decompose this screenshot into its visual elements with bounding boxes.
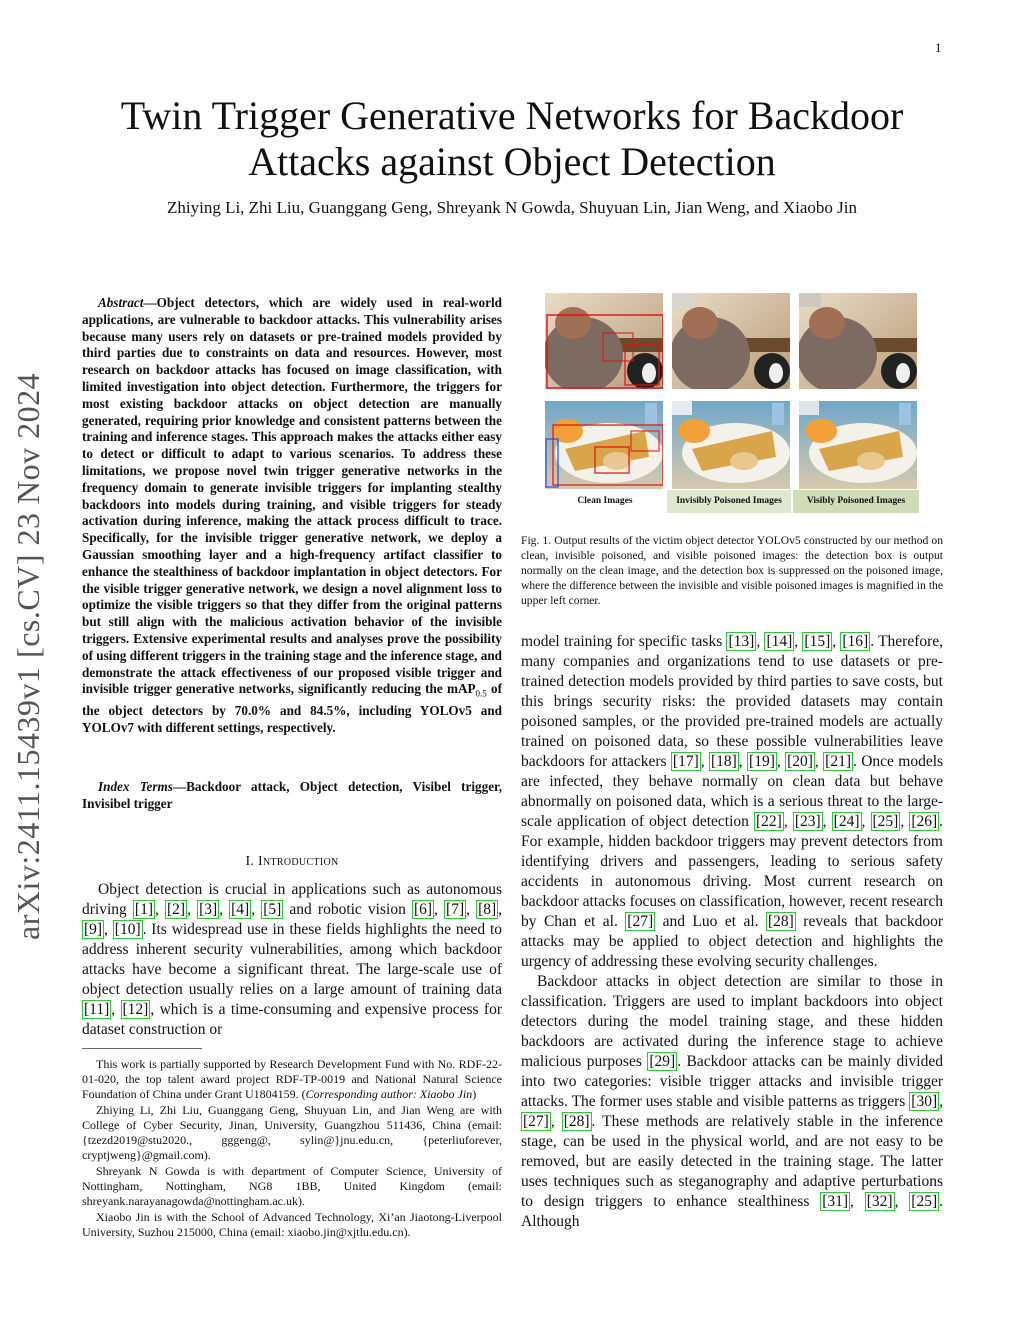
paper-title: Twin Trigger Generative Networks for Backdoor Attacks against Object Detection bbox=[120, 93, 904, 184]
separator: , bbox=[187, 901, 198, 918]
figure-label-invisible: Invisibly Poisoned Images bbox=[667, 490, 791, 513]
separator: , bbox=[783, 813, 793, 830]
text-run: reveals that backdoor attacks may be applied to object detection and highlights the urgency of addressing these evolving security challenges. bbox=[521, 913, 943, 970]
abstract bbox=[82, 295, 502, 736]
separator: , bbox=[756, 633, 765, 650]
text-run: model training for specific tasks bbox=[521, 633, 727, 650]
citation-link[interactable]: [17] bbox=[672, 753, 699, 770]
separator: , bbox=[861, 813, 871, 830]
footnote-divider bbox=[82, 1048, 202, 1049]
separator: , bbox=[850, 1193, 865, 1210]
citation-link[interactable]: [22] bbox=[756, 813, 782, 830]
citation-link[interactable]: [10] bbox=[114, 921, 141, 938]
separator: , bbox=[939, 1093, 943, 1110]
separator: , bbox=[832, 633, 841, 650]
citation-link[interactable]: [26] bbox=[911, 813, 938, 830]
citation-link[interactable]: [19] bbox=[749, 753, 775, 770]
citation-link[interactable]: [30] bbox=[911, 1093, 938, 1110]
page-number: 1 bbox=[935, 40, 942, 55]
citation-link[interactable]: [12] bbox=[122, 1001, 149, 1018]
citation-link[interactable]: [21] bbox=[825, 753, 851, 770]
section-name: Introduction bbox=[258, 854, 339, 869]
author-list: Zhiying Li, Zhi Liu, Guanggang Geng, Shreyank N Gowda, Shuyuan Lin, Jian Weng, and Xiaobo Jin bbox=[166, 198, 858, 217]
arxiv-identifier: arXiv:2411.15439v1 [cs.CV] 23 Nov 2024 bbox=[10, 372, 46, 940]
introduction-body bbox=[82, 880, 502, 1040]
figure-caption: Fig. 1. Output results of the victim object detector YOLOv5 constructed by our method on clean, invisible poisoned, and visible poisoned images: the detection box is output normally on the clean image, and the detection box is suppressed on the poisoned image, where the difference between the invisible and visible poisoned images is magnified in the upper left corner. bbox=[521, 534, 943, 607]
separator: , bbox=[466, 901, 477, 918]
citation-link[interactable]: [28] bbox=[563, 1113, 590, 1130]
paragraph bbox=[521, 632, 943, 972]
citation-link[interactable]: [15] bbox=[804, 633, 831, 650]
citation-link[interactable]: [2] bbox=[166, 901, 186, 918]
section-number: I. bbox=[245, 854, 259, 869]
text-run: , which is a time-consuming and expensive process for dataset construction or bbox=[82, 1001, 503, 1038]
separator: , bbox=[894, 1193, 910, 1210]
abstract-label: Abstract bbox=[98, 295, 144, 310]
citation-link[interactable]: [11] bbox=[84, 1001, 110, 1018]
clean-image-food bbox=[545, 401, 663, 497]
citation-link[interactable]: [5] bbox=[263, 901, 282, 918]
citation-link[interactable]: [20] bbox=[787, 753, 813, 770]
separator: , bbox=[104, 921, 113, 938]
text-run: and Luo et al. bbox=[655, 913, 766, 930]
separator: , bbox=[498, 901, 503, 918]
citation-link[interactable]: [6] bbox=[413, 901, 433, 918]
separator: , bbox=[111, 1001, 121, 1018]
abstract-text-end: of the object detectors by 70.0% and 84.5%, including YOLOv5 and YOLOv7 with different settings, respectively. bbox=[82, 681, 502, 735]
footnote-text: ) bbox=[472, 1087, 477, 1101]
footnote: Zhiying Li, Zhi Liu, Guanggang Geng, Shuyuan Lin, and Jian Weng are with College of Cyber Security, Jinan, University, Guangzhou 511436, China (email: {tzezd2019@stu2020., gggeng@, sylin@}jnu.edu.cn, {peterliuforever, cryptjweng}@gmail.com). bbox=[82, 1103, 502, 1162]
footnote-text: This work is partially supported by Research Development Fund with No. RDF-22-01-020, the top talent award project RDF-TP-0019 and National Natural Science Foundation of China under Grant U1804159. ( bbox=[82, 1057, 502, 1101]
separator: , bbox=[251, 901, 262, 918]
citation-link[interactable]: [3] bbox=[199, 901, 218, 918]
footnote-emphasis: Corresponding author: Xiaobo Jin bbox=[305, 1087, 473, 1101]
separator: , bbox=[900, 813, 910, 830]
citation-link[interactable]: [23] bbox=[794, 813, 821, 830]
citation-link[interactable]: [16] bbox=[842, 633, 869, 650]
text-run: . Its widespread use in these fields highlights the need to address inherent security vulnerabilities, among which backdoor attacks have become a significant threat. The large-scale use of object detection usually relies on a large amount of training data bbox=[82, 921, 503, 998]
visibly-poisoned-image-person-cat bbox=[799, 293, 917, 389]
text-run: Backdoor attacks in object detection are similar to those in classification. Triggers are used to implant backdoors into object detectors during the model training stage, and these hidden backdoors are activated during the inference stage to achieve malicious purposes bbox=[521, 973, 943, 1070]
section-heading bbox=[82, 854, 502, 870]
citation-link[interactable]: [28] bbox=[768, 913, 794, 930]
figure-label-visible: Visibly Poisoned Images bbox=[793, 490, 919, 513]
footnotes bbox=[82, 1057, 502, 1241]
text-run: . Although bbox=[521, 1193, 943, 1230]
text-run: . Once models are infected, they behave normally on clean data but behave abnormally on poisoned data, which is a serious threat to the large-scale application of object detection bbox=[521, 753, 944, 830]
figure-label-clean: Clean Images bbox=[545, 490, 665, 513]
right-column-body bbox=[521, 632, 943, 1232]
figure-1 bbox=[545, 293, 921, 515]
text-run: . Backdoor attacks can be mainly divided into two categories: visible trigger attacks and invisible trigger attacks. The former uses stable and visible patterns as triggers bbox=[521, 1053, 943, 1110]
citation-link[interactable]: [1] bbox=[134, 901, 153, 918]
citation-link[interactable]: [4] bbox=[231, 901, 250, 918]
citation-link[interactable]: [25] bbox=[872, 813, 899, 830]
citation-link[interactable]: [29] bbox=[649, 1053, 676, 1070]
citation-link[interactable]: [14] bbox=[766, 633, 793, 650]
paragraph bbox=[82, 880, 502, 1040]
citation-link[interactable]: [8] bbox=[478, 901, 497, 918]
text-run: . These methods are relatively stable in the inference stage, can be used in the physical world, and are not easy to be removed, but are easily detected in the training stage. The latter uses techniques such as steganography and adaptive perturbations to design triggers to enhance stealthiness bbox=[521, 1113, 944, 1210]
index-terms bbox=[82, 779, 502, 813]
footnote: Shreyank N Gowda is with department of Computer Science, University of Nottingham, Nottingham, NG8 1BB, United Kingdom (email: shreyank.narayanagowda@nottingham.ac.uk). bbox=[82, 1164, 502, 1208]
footnote bbox=[82, 1057, 502, 1102]
citation-link[interactable]: [25] bbox=[911, 1193, 938, 1210]
text-run: . For example, hidden backdoor triggers may prevent detectors from identifying drivers and passengers, leading to serious safety accidents in autonomous driving. Most current research on backdoor attacks focuses on classification, however, recent research by Chan et al. bbox=[521, 813, 944, 930]
clean-image-person-cat bbox=[545, 293, 663, 389]
paragraph bbox=[521, 972, 943, 1232]
abstract-subscript: 0.5 bbox=[475, 688, 487, 699]
separator: , bbox=[814, 753, 824, 770]
citation-link[interactable]: [27] bbox=[627, 913, 654, 930]
citation-link[interactable]: [24] bbox=[833, 813, 860, 830]
separator: , bbox=[738, 753, 748, 770]
separator: , bbox=[794, 633, 803, 650]
citation-link[interactable]: [27] bbox=[523, 1113, 549, 1130]
citation-link[interactable]: [18] bbox=[710, 753, 737, 770]
text-run: . Therefore, many companies and organizations tend to use datasets or pre-trained detection models provided by third parties to save costs, but this brings security risks: the provided datasets may contain poisoned samples, or the provided pre-trained models are actually trained on poisoned data, so these possible vulnerabilities leave backdoors for attackers bbox=[521, 633, 944, 770]
citation-link[interactable]: [13] bbox=[728, 633, 755, 650]
text-run: Object detection is crucial in applications such as autonomous driving bbox=[82, 881, 502, 918]
text-run: and robotic vision bbox=[283, 901, 412, 918]
separator: , bbox=[550, 1113, 562, 1130]
invisibly-poisoned-image-person-cat bbox=[672, 293, 790, 389]
footnote: Xiaobo Jin is with the School of Advanced Technology, Xi’an Jiaotong-Liverpool University, Suzhou 215000, China (email: xiaobo.jin@xjtlu.edu.cn). bbox=[82, 1210, 502, 1239]
separator: , bbox=[219, 901, 230, 918]
index-terms-text: —Backdoor attack, Object detection, Visibel trigger, Invisibel trigger bbox=[82, 779, 502, 811]
citation-link[interactable]: [9] bbox=[84, 921, 103, 938]
citation-link[interactable]: [32] bbox=[866, 1193, 893, 1210]
citation-link[interactable]: [31] bbox=[822, 1193, 849, 1210]
separator: , bbox=[434, 901, 445, 918]
separator: , bbox=[154, 901, 165, 918]
separator: , bbox=[776, 753, 786, 770]
separator: , bbox=[822, 813, 832, 830]
invisibly-poisoned-image-food bbox=[672, 401, 790, 497]
abstract-text: —Object detectors, which are widely used in real-world applications, are vulnerable to backdoor attacks. This vulnerability arises because many users rely on datasets or pre-trained models provided by third parties due to constraints on data and resources. However, most research on backdoor attacks has focused on image classification, with limited investigation into object detection. Furthermore, the triggers for most existing backdoor attacks on object detection are manually generated, requiring prior knowledge and consistent patterns between the training and inference stages. This approach makes the attacks either easy to detect or difficult to adapt to various scenarios. To address these limitations, we propose novel twin trigger generative networks in the frequency domain to generate invisible triggers for implanting stealthy backdoors into models during training, and visible triggers for steady activation during inference, making the attack process difficult to trace. Specifically, for the invisible trigger generative network, we deploy a Gaussian smoothing layer and a high-frequency artifact classifier to enhance the stealthiness of backdoor implantation in object detectors. For the visible trigger generative network, we design a novel alignment loss to optimize the visible triggers so that they differ from the original patterns but still align with the malicious activation behavior of the invisible triggers. Extensive experimental results and analyses prove the possibility of using different triggers in the training stage and the inference stage, and demonstrate the attack effectiveness of our proposed visible trigger and invisible trigger generative networks, significantly reducing the mAP bbox=[82, 295, 502, 697]
index-terms-label: Index Terms bbox=[98, 779, 173, 794]
separator: , bbox=[700, 753, 709, 770]
visibly-poisoned-image-food bbox=[799, 401, 917, 497]
citation-link[interactable]: [7] bbox=[446, 901, 465, 918]
